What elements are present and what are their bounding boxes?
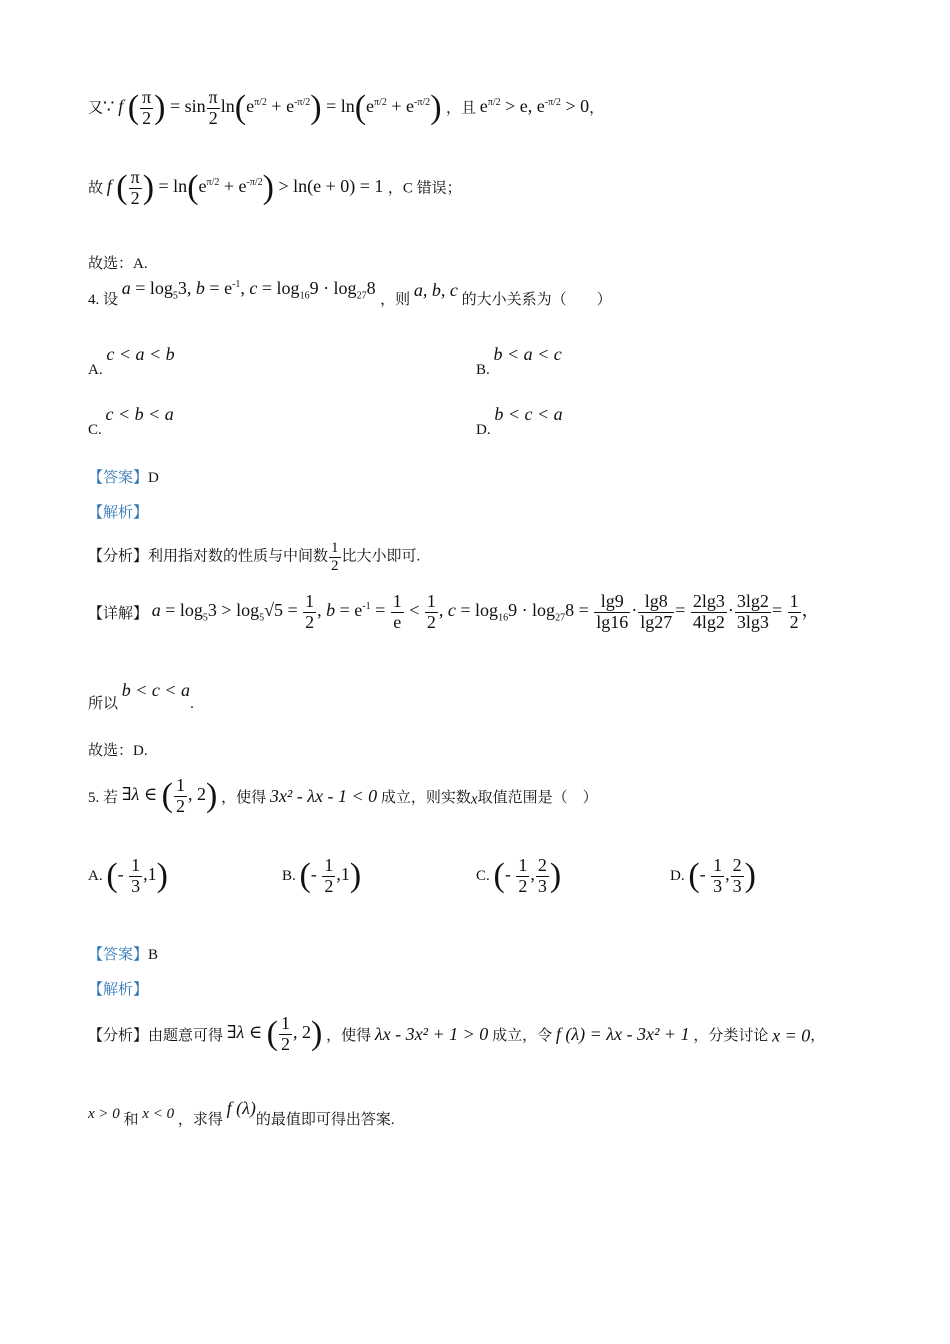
analysis-comma: ， bbox=[810, 1027, 826, 1044]
q4-tail: 的大小关系为（ ） bbox=[461, 292, 612, 308]
text-final: 的最值即可得出答案. bbox=[255, 1112, 395, 1128]
choice-interval: (- $\frac{1}{3}$ , $\frac{2}{3}$ ) bbox=[688, 855, 756, 896]
q5-choice-c bbox=[476, 856, 561, 897]
choice-interval: (- $\frac{1}{2}$ , $\frac{2}{3}$ ) bbox=[493, 855, 562, 896]
analysis-text-d: ，分类讨论 bbox=[693, 1027, 769, 1044]
choice-interval: (- $\frac{1}{2}$ ,1) bbox=[299, 855, 362, 896]
text-you: 又 bbox=[88, 100, 104, 117]
suoyi-expr: b < c < a bbox=[121, 680, 191, 700]
q4-detail bbox=[88, 592, 820, 633]
answer-tag: 【答案】 bbox=[88, 470, 149, 486]
q5-inequality: 3x² - λx - 1 < 0 bbox=[269, 785, 378, 806]
question-4 bbox=[88, 278, 612, 312]
choice-label: A. bbox=[88, 362, 103, 378]
q5-jiexi: 【解析】 bbox=[88, 982, 149, 998]
analysis-tag: 【分析】 bbox=[88, 548, 149, 565]
detail-tag: 【详解】 bbox=[88, 605, 149, 622]
choice-label: C. bbox=[476, 867, 490, 884]
q4-then: ，则 bbox=[380, 292, 411, 308]
choice-expr: b < a < c bbox=[493, 344, 562, 364]
text-qiude: ，求得 bbox=[177, 1112, 223, 1128]
choice-expr: b < c < a bbox=[494, 404, 563, 424]
text-c-wrong: ，C 错误； bbox=[387, 180, 462, 197]
formula-f-pi-half: f ( $\frac{\pi}{2}$ ) = sin $\frac{\pi}{2}$ $\ln(e^{\pi/2} + e^{-\pi/2}) = \ln(e^{\pi/2} + e^{-\pi/2})$ bbox=[118, 87, 442, 128]
q5-prefix: 5. 若 bbox=[88, 789, 119, 806]
detail-formula: $a = \log_53 > \log_5√5$ = $\frac{1}{2}$ , $b = e^{-1}$ = $\frac{1}{e}$ < $\frac{1}{2}$ , $c = \log_{16}9 \cdot \log_{27}8$ = $\frac{\lg 9}{\lg 16}$ · $\frac{\lg 8}{\lg 27}$ = $\frac{2\lg 3}{4\lg 2}$ · $\frac{3\lg 2}{3\lg 3}$ = $\frac{1}{2}$ ， bbox=[151, 591, 820, 632]
text-he: 和 bbox=[123, 1112, 139, 1128]
line-2 bbox=[88, 168, 462, 209]
x-positive: x > 0 bbox=[88, 1106, 120, 1122]
choice-interval: (- $\frac{1}{3}$ ,1) bbox=[106, 855, 168, 896]
x-negative: x < 0 bbox=[142, 1106, 175, 1122]
q5-exists-lambda: ∃λ ∈ ( $\frac{1}{2}$ , 2) bbox=[121, 775, 218, 816]
analysis-text-a: 利用指对数的性质与中间数 bbox=[148, 548, 329, 565]
q4-jiexi: 【解析】 bbox=[88, 505, 149, 521]
q4-choice-c bbox=[88, 404, 174, 438]
question-5 bbox=[88, 776, 598, 817]
because-symbol: ∵ bbox=[103, 96, 115, 117]
answer-value: B bbox=[148, 947, 159, 963]
f-lambda: f (λ) bbox=[226, 1098, 256, 1118]
q5-choice-d bbox=[670, 856, 756, 897]
suoyi-text: 所以 bbox=[88, 696, 119, 712]
q4-choice-d bbox=[476, 404, 563, 438]
q4-prefix: 4. 设 bbox=[88, 292, 119, 308]
choice-expr: c < b < a bbox=[105, 404, 174, 424]
q5-analysis-continued bbox=[88, 1098, 395, 1129]
analysis-inequality: λx - 3x² + 1 > 0 bbox=[374, 1023, 489, 1044]
choice-label: B. bbox=[282, 867, 296, 884]
q4-conclusion: 所以 b < c < a. bbox=[88, 680, 194, 712]
q4-answer bbox=[88, 466, 159, 487]
choice-label: C. bbox=[88, 422, 102, 438]
answer-tag: 【答案】 bbox=[88, 947, 149, 963]
choice-label: D. bbox=[670, 867, 685, 884]
fraction-half: $\frac{1}{2}$ bbox=[331, 540, 339, 574]
q5-analysis bbox=[88, 1014, 825, 1055]
answer-value: D bbox=[148, 470, 159, 486]
q5-answer bbox=[88, 943, 158, 964]
analysis-x-zero: x = 0 bbox=[772, 1025, 811, 1046]
analysis-text-c: 成立，令 bbox=[492, 1027, 553, 1044]
q4-definitions: $a = \log_53$, $b = e^{-1}$, $c = \log_{16}9 \cdot \log_{27}8$ bbox=[121, 278, 381, 302]
analysis-function: f (λ) = λx - 3x² + 1 bbox=[555, 1023, 690, 1044]
analysis-text-b: 比大小即可. bbox=[341, 548, 421, 565]
text-gu: 故 bbox=[88, 180, 104, 197]
q5-mid: ，使得 bbox=[221, 789, 267, 806]
analysis-text-a: 由题意可得 bbox=[148, 1027, 224, 1044]
choice-label: B. bbox=[476, 362, 490, 378]
q5-tail-a: 成立，则实数 bbox=[380, 789, 471, 806]
line-1: 又∵ f ( $\frac{\pi}{2}$ ) = sin $\frac{\pi}{2}$ $\ln(e^{\pi/2} + e^{-\pi/2}) = \ln(e^{\pi/2} + e^{-\pi/2})$ ，且 $e^{\pi/2} > e$, $e^{-\pi/2} > 0$， bbox=[88, 87, 605, 128]
analysis-tag: 【分析】 bbox=[88, 1027, 149, 1044]
line-3: 故选：A. bbox=[88, 256, 148, 272]
formula-exp-compare: $e^{\pi/2} > e$, $e^{-\pi/2} > 0$ bbox=[479, 96, 590, 117]
q4-abc: a, b, c bbox=[413, 280, 458, 300]
formula-conclusion: f ( $\frac{\pi}{2}$ ) = $\ln(e^{\pi/2} + e^{-\pi/2}) > \ln(e + 0) = 1$ bbox=[106, 167, 388, 208]
q5-var-x: x bbox=[470, 791, 478, 808]
q4-final: 故选：D. bbox=[88, 743, 148, 759]
choice-expr: c < a < b bbox=[106, 344, 175, 364]
choice-label: D. bbox=[476, 422, 491, 438]
q5-choice-a bbox=[88, 856, 168, 897]
q5-choice-b bbox=[282, 856, 361, 897]
q4-choice-b bbox=[476, 344, 562, 378]
q4-choice-a bbox=[88, 344, 175, 378]
q4-analysis bbox=[88, 540, 420, 574]
text-qie: 且 bbox=[461, 100, 477, 117]
q5-tail-b: 取值范围是（ ） bbox=[477, 789, 598, 806]
q5-exists-lambda-2: ∃λ ∈ ( $\frac{1}{2}$ , 2) bbox=[226, 1013, 323, 1054]
choice-label: A. bbox=[88, 867, 103, 884]
analysis-text-b: ，使得 bbox=[326, 1027, 372, 1044]
